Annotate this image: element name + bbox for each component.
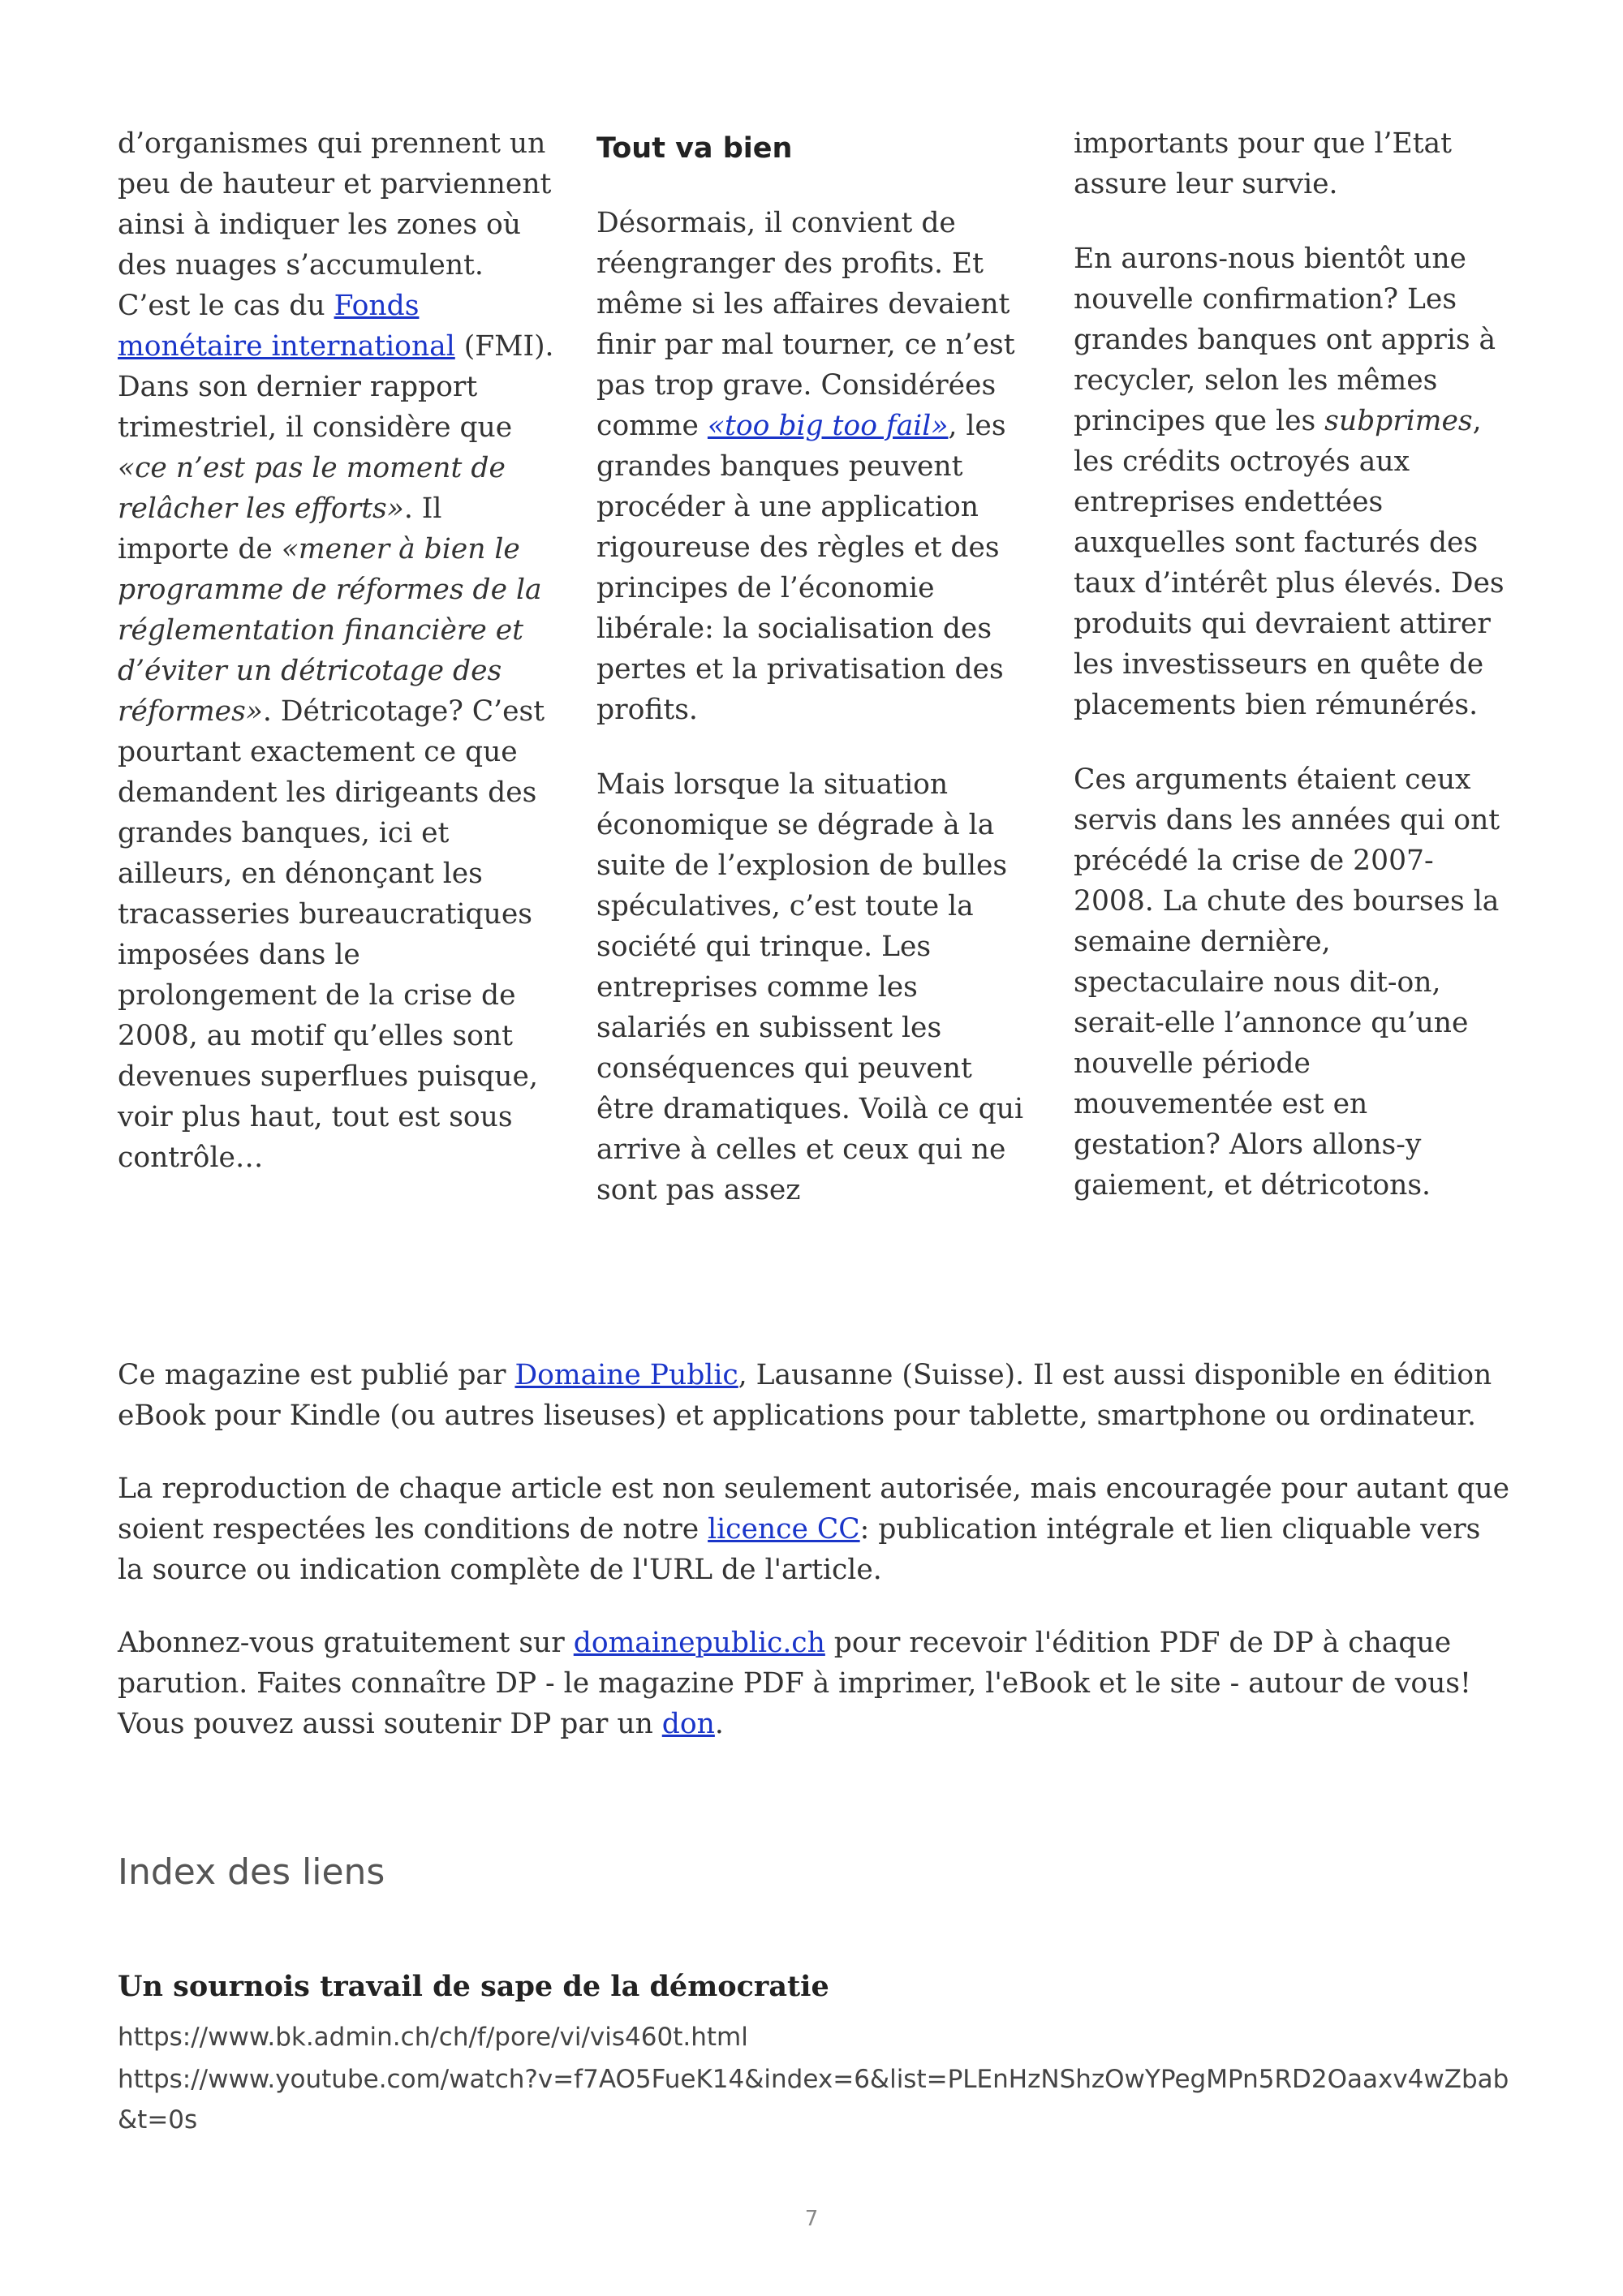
index-link-list	[118, 2017, 1522, 2142]
domainepublic-site-link[interactable]: domainepublic.ch	[573, 1627, 825, 1659]
too-big-to-fail-text: «too big too fail»	[707, 410, 949, 442]
page-number: 7	[804, 2207, 819, 2231]
licence-cc-link[interactable]: licence CC	[708, 1513, 860, 1546]
column3-paragraph-2	[1074, 239, 1512, 725]
column2-paragraph-2: Mais lorsque la situation économique se dégrade à la suite de l’explosion de bulles spéculatives, c’est toute la société qui trinque. Les entreprises comme les salariés en subissent les conséquences qui peuvent être dramatiques. Voilà ce qui arrive à celles et ceux qui ne sont pas assez	[596, 768, 1024, 1206]
domaine-public-link[interactable]: Domaine Public	[514, 1359, 738, 1391]
publication-notice	[118, 1355, 1513, 1777]
quote-fmi-1: «ce n’est pas le moment de relâcher les efforts»	[118, 452, 506, 525]
quote-fmi-2: «mener à bien le programme de réformes de la réglementation financière et d’éviter un détricotage des réformes»	[118, 533, 542, 728]
text-segment: , les grandes banques peuvent procéder à une application rigoureuse des règles et des principes de l’économie libérale: la socialisation des pertes et la privatisation des profits.	[596, 410, 1006, 726]
index-url[interactable]: https://www.bk.admin.ch/ch/f/pore/vi/vis460t.html	[118, 2023, 748, 2052]
text-segment: , Lausanne (Suisse). Il est aussi disponible en édition eBook pour Kindle (ou autres liseuses) et applications pour tablette, smartphone ou ordinateur.	[118, 1359, 1492, 1432]
text-segment: . Il importe de	[118, 492, 442, 565]
column3-paragraph-1: importants pour que l’Etat assure leur survie.	[1074, 127, 1452, 200]
column3-paragraph-3: Ces arguments étaient ceux servis dans les années qui ont précédé la crise de 2007-2008. La chute des bourses la semaine dernière, spectaculaire nous dit-on, serait-elle l’annonce qu’une nouvelle période mouvementée est en gestation? Alors allons-y gaiement, et détricotons.	[1074, 763, 1500, 1202]
text-segment: pour recevoir l'édition PDF de DP à chaque parution. Faites connaître DP - le magazine PDF à imprimer, l'eBook et le site - autour de vous! Vous pouvez aussi soutenir DP par un	[118, 1627, 1471, 1740]
index-article-title: Un sournois travail de sape de la démocratie	[118, 1970, 829, 2003]
text-segment: . Détricotage? C’est pourtant exactement ce que demandent les dirigeants des grandes banques, ici et ailleurs, en dénonçant les tracasseries bureaucratiques imposées dans le prolongement de la crise de 2008, au motif qu’elles sont devenues superflues puisque, voir plus haut, tout est sous contrôle…	[118, 695, 545, 1174]
text-segment: Désormais, il convient de réengranger des profits. Et même si les affaires devaient finir par mal tourner, ce n’est pas trop grave. Considérées comme	[596, 207, 1015, 442]
text-segment: , les crédits octroyés aux entreprises endettées auxquelles sont facturés des taux d’intérêt plus élevés. Des produits qui devraient attirer les investisseurs en quête de placements bien rémunérés.	[1074, 405, 1505, 721]
text-segment: (FMI). Dans son dernier rapport trimestriel, il considère que	[118, 330, 554, 444]
section-heading: Tout va bien	[596, 132, 793, 165]
notice-paragraph-2	[118, 1468, 1513, 1590]
column1-paragraph	[118, 123, 556, 1178]
text-segment: La reproduction de chaque article est non seulement autorisée, mais encouragée pour autant que soient respectées les conditions de notre	[118, 1473, 1510, 1546]
text-segment: En aurons-nous bientôt une nouvelle confirmation? Les grandes banques ont appris à recycler, selon les mêmes principes que les	[1074, 243, 1496, 437]
text-segment: d’organismes qui prennent un peu de hauteur et parviennent ainsi à indiquer les zones où des nuages s’accumulent. C’est le cas du	[118, 127, 552, 322]
article-column-1	[118, 123, 556, 1212]
notice-paragraph-1	[118, 1355, 1513, 1436]
notice-paragraph-3	[118, 1623, 1513, 1744]
subprimes-term: subprimes	[1324, 405, 1473, 437]
article-column-3	[1074, 123, 1512, 1240]
fmi-link[interactable]: Fonds monétaire international	[118, 290, 455, 363]
too-big-to-fail-link[interactable]	[708, 410, 949, 442]
text-segment: .	[714, 1708, 724, 1740]
text-segment: : publication intégrale et lien cliquable vers la source ou indication complète de l'URL de l'article.	[118, 1513, 1481, 1586]
column2-paragraph-1	[596, 203, 1035, 730]
index-url[interactable]: https://www.youtube.com/watch?v=f7AO5FueK14&index=6&list=PLEnHzNShzOwYPegMPn5RD2Oaaxv4wZbab&t=0s	[118, 2065, 1509, 2135]
link-index-title: Index des liens	[118, 1851, 385, 1893]
donation-link[interactable]: don	[661, 1708, 715, 1740]
article-column-2	[596, 123, 1035, 1245]
text-segment: Ce magazine est publié par	[118, 1359, 515, 1391]
text-segment: Abonnez-vous gratuitement sur	[118, 1627, 574, 1659]
